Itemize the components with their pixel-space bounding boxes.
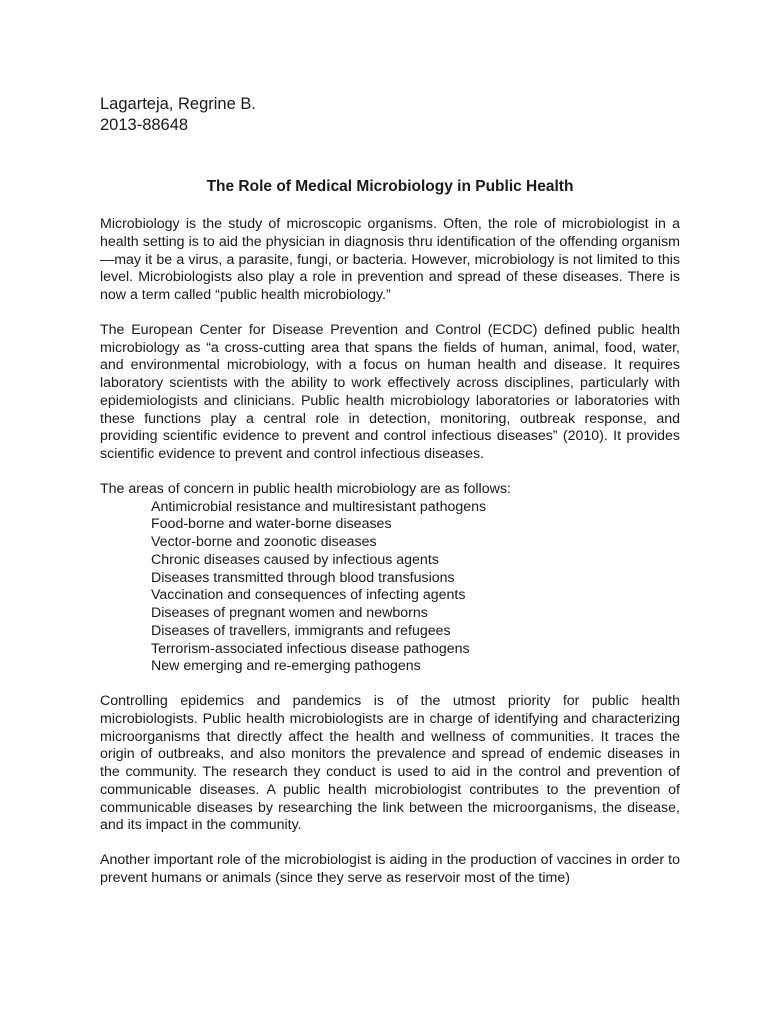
list-item: New emerging and re-emerging pathogens: [151, 658, 421, 675]
paragraph-controlling: Controlling epidemics and pandemics is of the utmost priority for public health microbiologists. Public health microbiologists are in charge of identifying and characterizing microorganisms that directly affect the health and wellness of communities. It traces the origin of outbreaks, and also monitors the prevalence and spread of endemic diseases in the community. The research they conduct is used to aid in the control and prevention of communicable diseases. A public health microbiologist contributes to the prevention of communicable diseases by researching the link between the microorganisms, the disease, and its impact in the community.: [100, 693, 680, 834]
document-title: The Role of Medical Microbiology in Public Health: [206, 178, 574, 195]
areas-of-concern-list: [100, 499, 680, 677]
document-page: [100, 94, 680, 888]
paragraph-ecdc: The European Center for Disease Prevention and Control (ECDC) defined public health microbiology as “a cross-cutting area that spans the fields of human, animal, food, water, and environmental microbiology, with a focus on human health and disease. It requires laboratory scientists with the ability to work effectively across disciplines, particularly with epidemiologists and clinicians. Public health microbiology laboratories or laboratories with these functions play a central role in detection, monitoring, outbreak response, and providing scientific evidence to prevent and control infectious diseases” (2010). It provides scientific evidence to prevent and control infectious diseases.: [100, 321, 680, 462]
list-item: Diseases transmitted through blood transfusions: [151, 569, 455, 586]
author-name: Lagarteja, Regrine B.: [100, 95, 256, 113]
paragraph-areas-intro: The areas of concern in public health microbiology are as follows:: [100, 480, 511, 497]
student-number: 2013-88648: [100, 116, 189, 134]
list-item: Chronic diseases caused by infectious agents: [151, 551, 439, 568]
list-item: Diseases of travellers, immigrants and refugees: [151, 622, 451, 639]
list-item: Vector-borne and zoonotic diseases: [151, 534, 377, 550]
list-item: Diseases of pregnant women and newborns: [151, 605, 428, 621]
list-item: Antimicrobial resistance and multiresistant pathogens: [151, 498, 487, 515]
list-item: Terrorism-associated infectious disease pathogens: [151, 640, 470, 657]
paragraph-intro: Microbiology is the study of microscopic organisms. Often, the role of microbiologist in a health setting is to aid the physician in diagnosis thru identification of the offending organism—may it be a virus, a parasite, fungi, or bacteria. However, microbiology is not limited to this level. Microbiologists also play a role in prevention and spread of these diseases. There is now a term called “public health microbiology.”: [100, 216, 680, 303]
list-item: Food-borne and water-borne diseases: [151, 516, 392, 533]
paragraph-vaccines: Another important role of the microbiologist is aiding in the production of vaccines in order to prevent humans or animals (since they serve as reservoir most of the time): [100, 852, 680, 886]
list-item: Vaccination and consequences of infecting agents: [151, 587, 466, 604]
